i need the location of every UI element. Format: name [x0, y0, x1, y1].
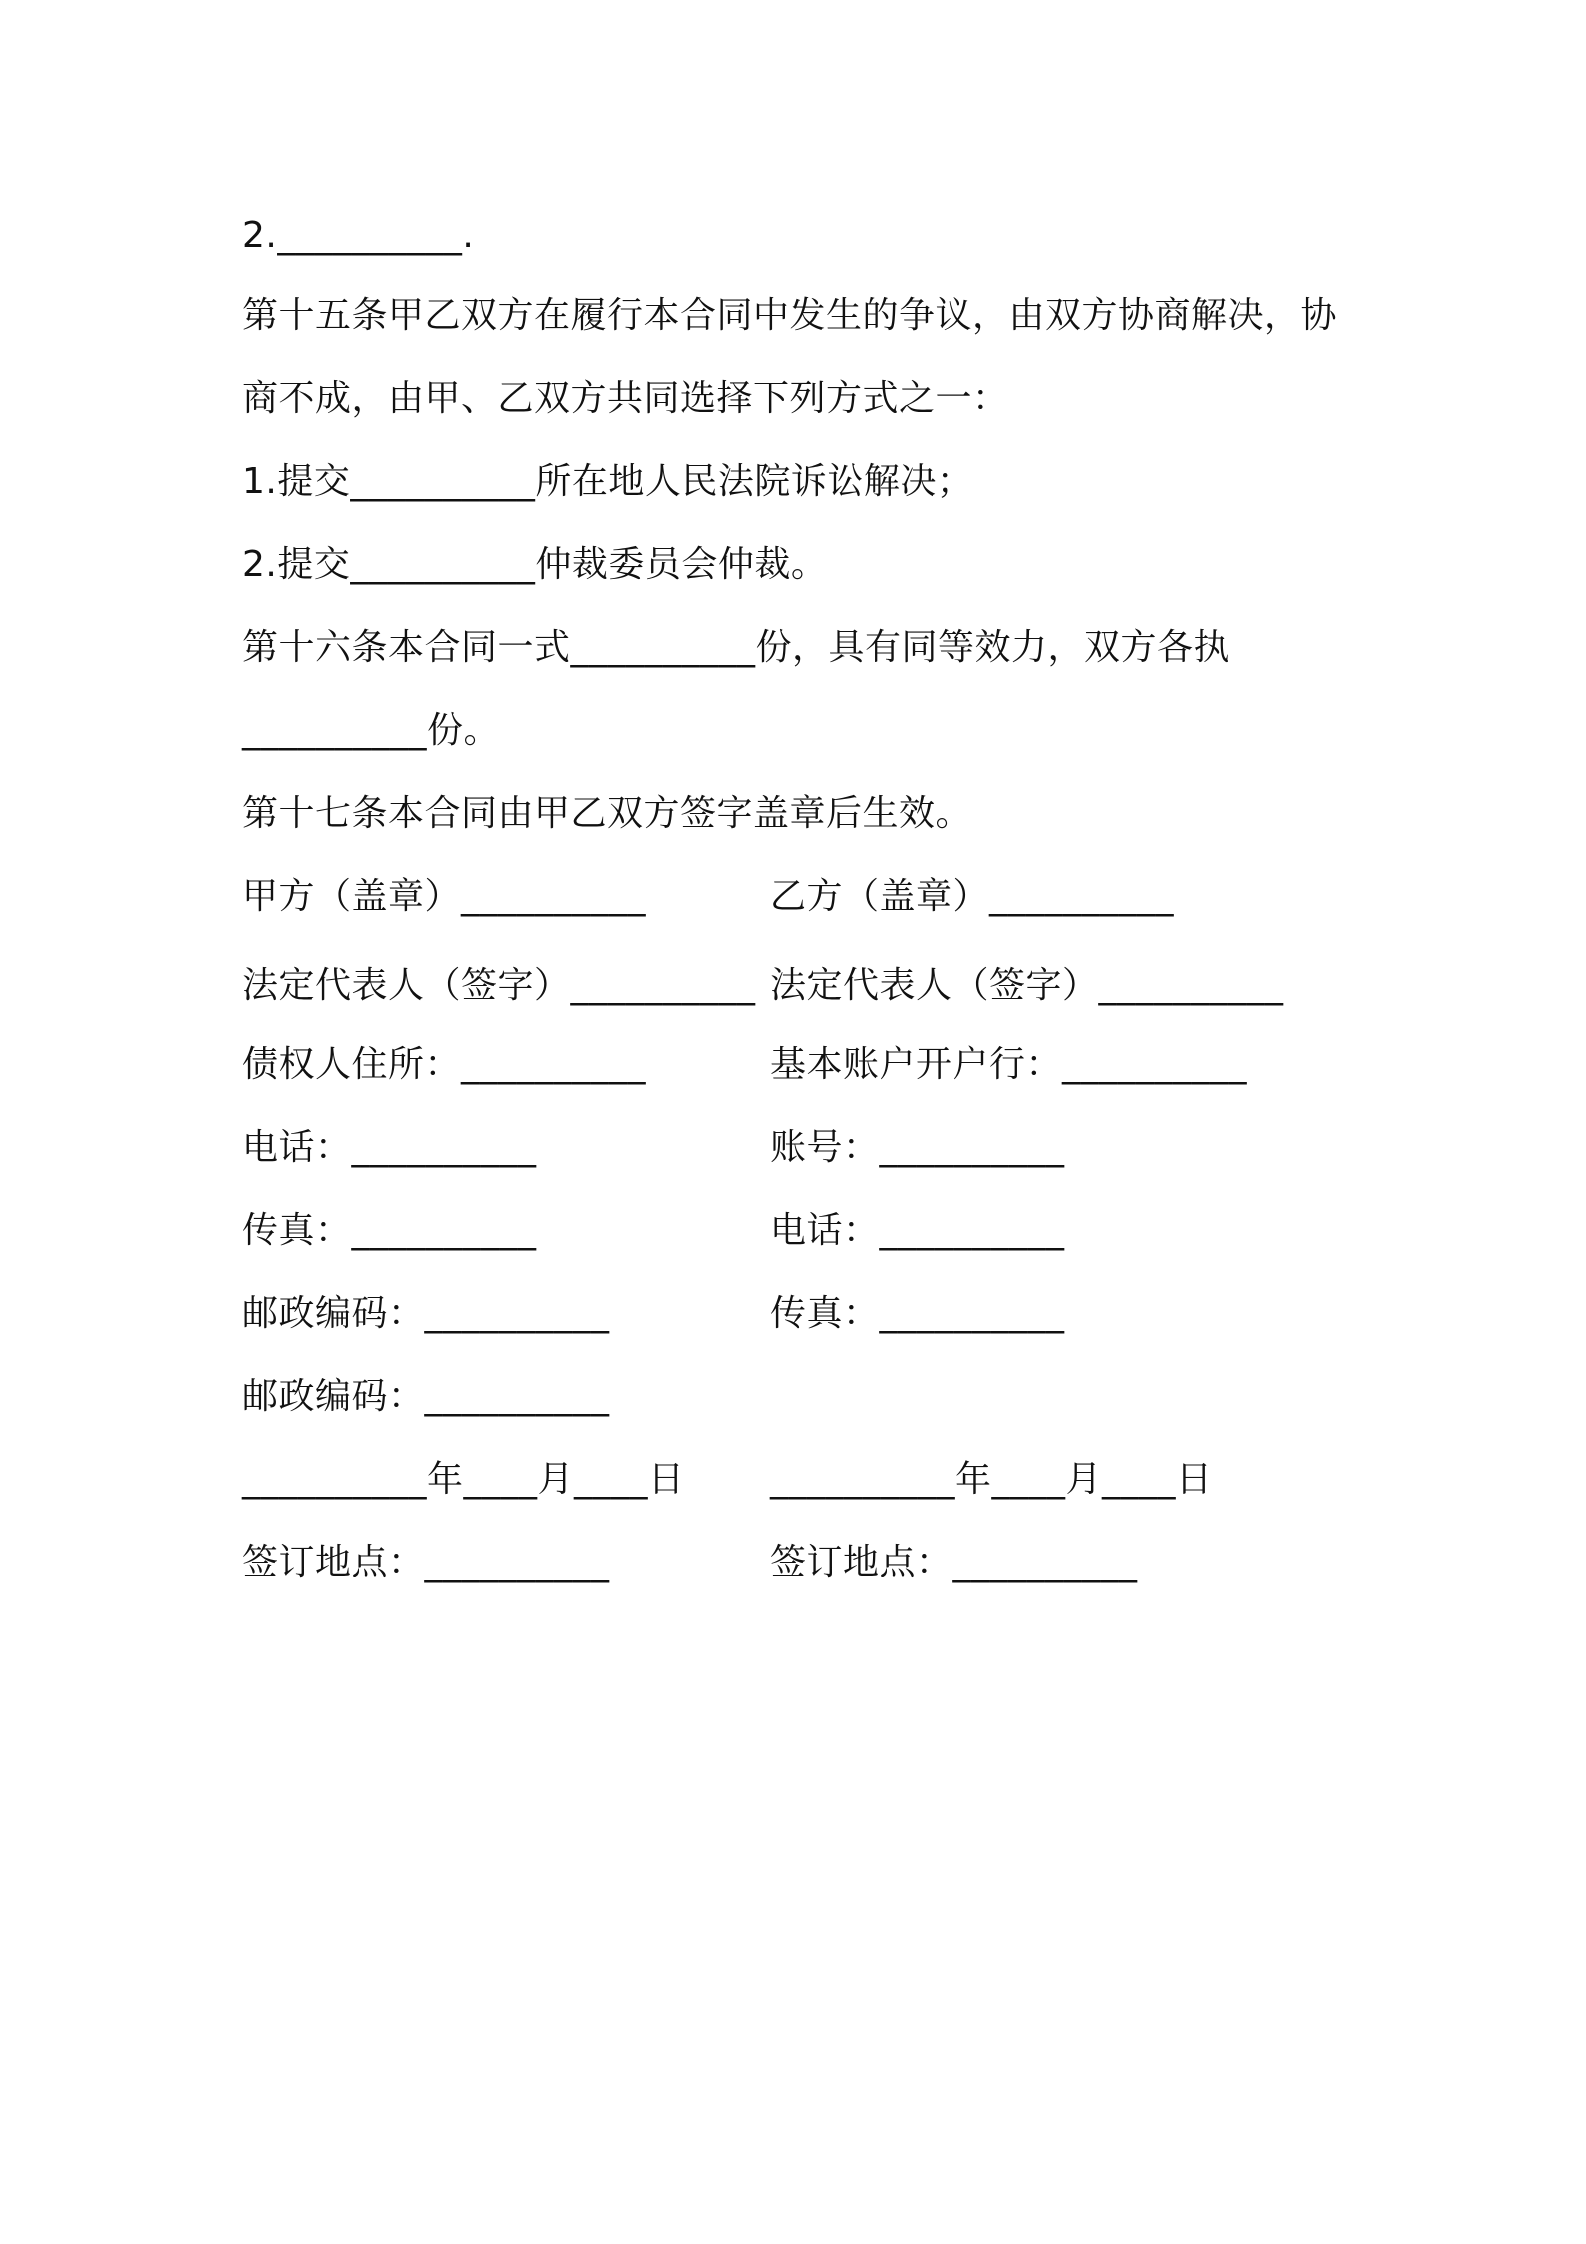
party-a-legal-rep: 法定代表人（签字）__________: [242, 965, 756, 1006]
clause-fourteen-item-2: 2.__________.: [242, 215, 475, 256]
party-a-postcode: 邮政编码：__________: [242, 1293, 610, 1334]
party-a-postcode-2: 邮政编码：__________: [242, 1376, 610, 1417]
party-a-seal: 甲方（盖章）__________: [242, 876, 647, 917]
party-b-fax: 传真：__________: [770, 1293, 1065, 1334]
clause-fifteen-option-2: 2.提交__________仲裁委员会仲裁。: [242, 544, 828, 585]
party-b-legal-rep: 法定代表人（签字）__________: [770, 965, 1284, 1006]
party-a-signing-place: 签订地点：__________: [242, 1542, 610, 1583]
clause-fifteen-line-1: 第十五条甲乙双方在履行本合同中发生的争议，由双方协商解决，协: [242, 295, 1338, 336]
party-a-fax: 传真：__________: [242, 1210, 537, 1251]
party-b-phone: 电话：__________: [770, 1210, 1065, 1251]
party-a-phone: 电话：__________: [242, 1127, 537, 1168]
clause-fifteen-line-2: 商不成，由甲、乙双方共同选择下列方式之一：: [242, 378, 1009, 419]
party-b-date: __________年____月____日: [770, 1459, 1213, 1500]
party-b-signing-place: 签订地点：__________: [770, 1542, 1138, 1583]
clause-fifteen-option-1: 1.提交__________所在地人民法院诉讼解决；: [242, 461, 974, 502]
party-a-address: 债权人住所：__________: [242, 1044, 647, 1085]
clause-sixteen-line-2: __________份。: [242, 710, 501, 751]
party-b-bank: 基本账户开户行：__________: [770, 1044, 1248, 1085]
party-a-date: __________年____月____日: [242, 1459, 685, 1500]
party-b-account: 账号：__________: [770, 1127, 1065, 1168]
clause-seventeen: 第十七条本合同由甲乙双方签字盖章后生效。: [242, 793, 973, 834]
party-b-seal: 乙方（盖章）__________: [770, 876, 1175, 917]
clause-sixteen-line-1: 第十六条本合同一式__________份，具有同等效力，双方各执: [242, 627, 1231, 668]
